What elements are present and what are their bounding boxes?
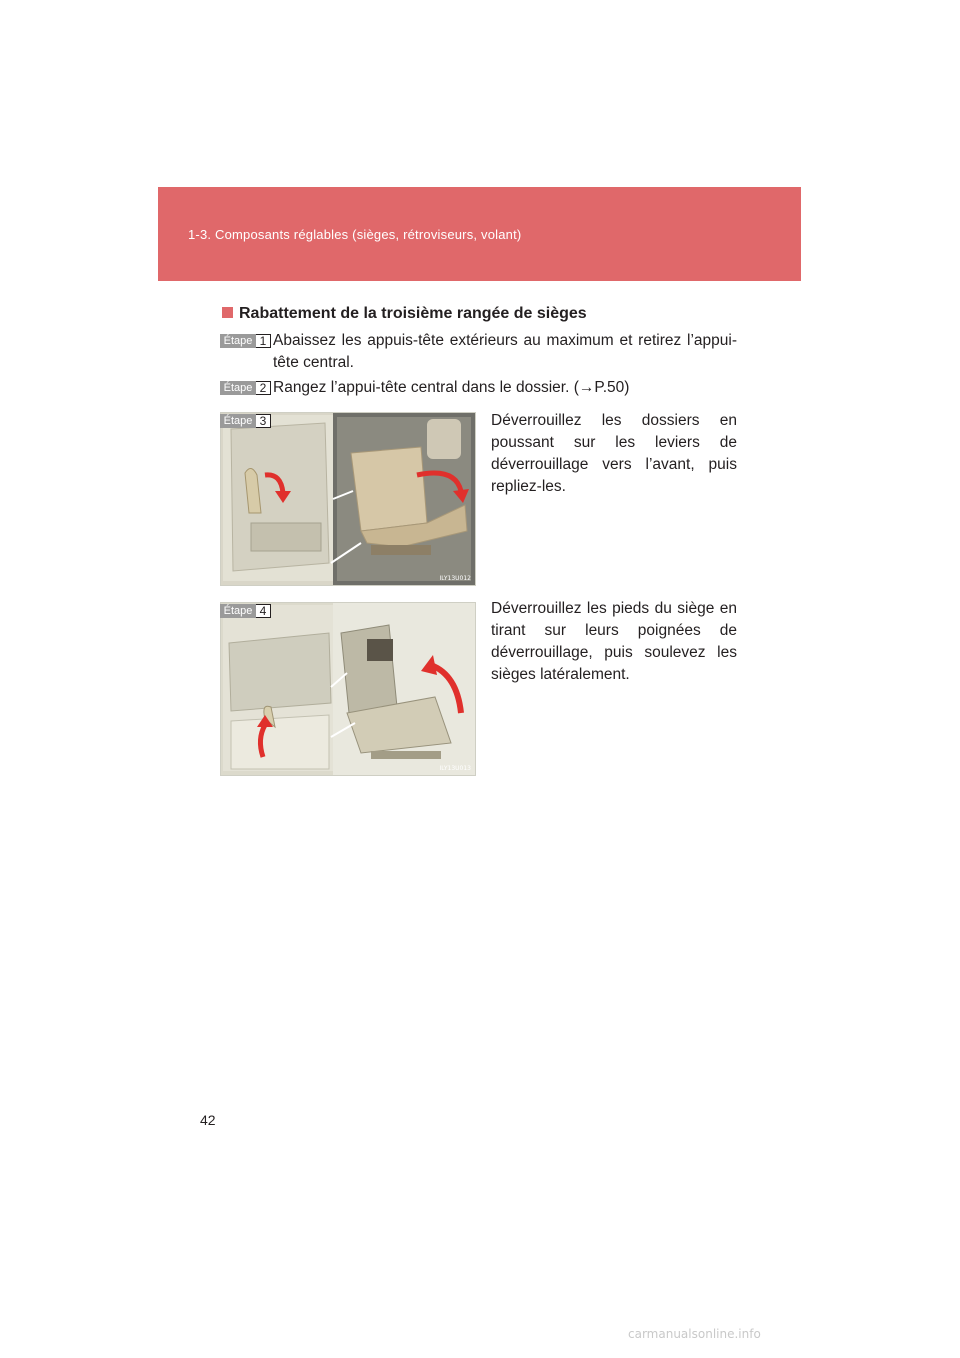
- step-tag-4: [220, 604, 271, 618]
- section-title-text: Rabattement de la troisième rangée de sièges: [239, 305, 587, 322]
- figure-code: ILY13U013: [439, 765, 471, 772]
- step-word: Étape: [220, 334, 256, 348]
- step-word: Étape: [220, 414, 256, 428]
- step-number: 1: [256, 334, 271, 348]
- step-tag-3: [220, 414, 271, 428]
- step-number: 2: [256, 381, 271, 395]
- section-bullet-icon: [222, 307, 233, 318]
- figure-seatback-fold: [220, 412, 476, 586]
- section-title: [222, 305, 587, 323]
- step-word: Étape: [220, 604, 256, 618]
- seatback-fold-illustration: [221, 413, 475, 585]
- step-number: 4: [256, 604, 271, 618]
- figure-code: ILY13U012: [439, 575, 471, 582]
- step-text-2: Rangez l’appui-tête central dans le dossier. (→P.50): [273, 379, 630, 396]
- chapter-title: 1-3. Composants réglables (sièges, rétroviseurs, volant): [188, 227, 522, 242]
- watermark: carmanualsonline.info: [628, 1327, 761, 1341]
- step-tag-1: [220, 334, 271, 348]
- seat-lift-illustration: [221, 603, 475, 775]
- step-number: 3: [256, 414, 271, 428]
- step-text-1: Abaissez les appuis-tête extérieurs au maximum et retirez l’appui-tête central.: [273, 332, 737, 371]
- figure-seat-lift: [220, 602, 476, 776]
- step-text-4: Déverrouillez les pieds du siège en tirant sur leurs poignées de déverrouillage, puis soulevez les sièges latéralement.: [491, 600, 737, 683]
- chapter-header-band: [158, 187, 801, 281]
- step-tag-2: [220, 381, 271, 395]
- step-text-3: Déverrouillez les dossiers en poussant sur les leviers de déverrouillage vers l’avant, puis repliez-les.: [491, 412, 737, 495]
- page-number: 42: [200, 1112, 216, 1128]
- step-word: Étape: [220, 381, 256, 395]
